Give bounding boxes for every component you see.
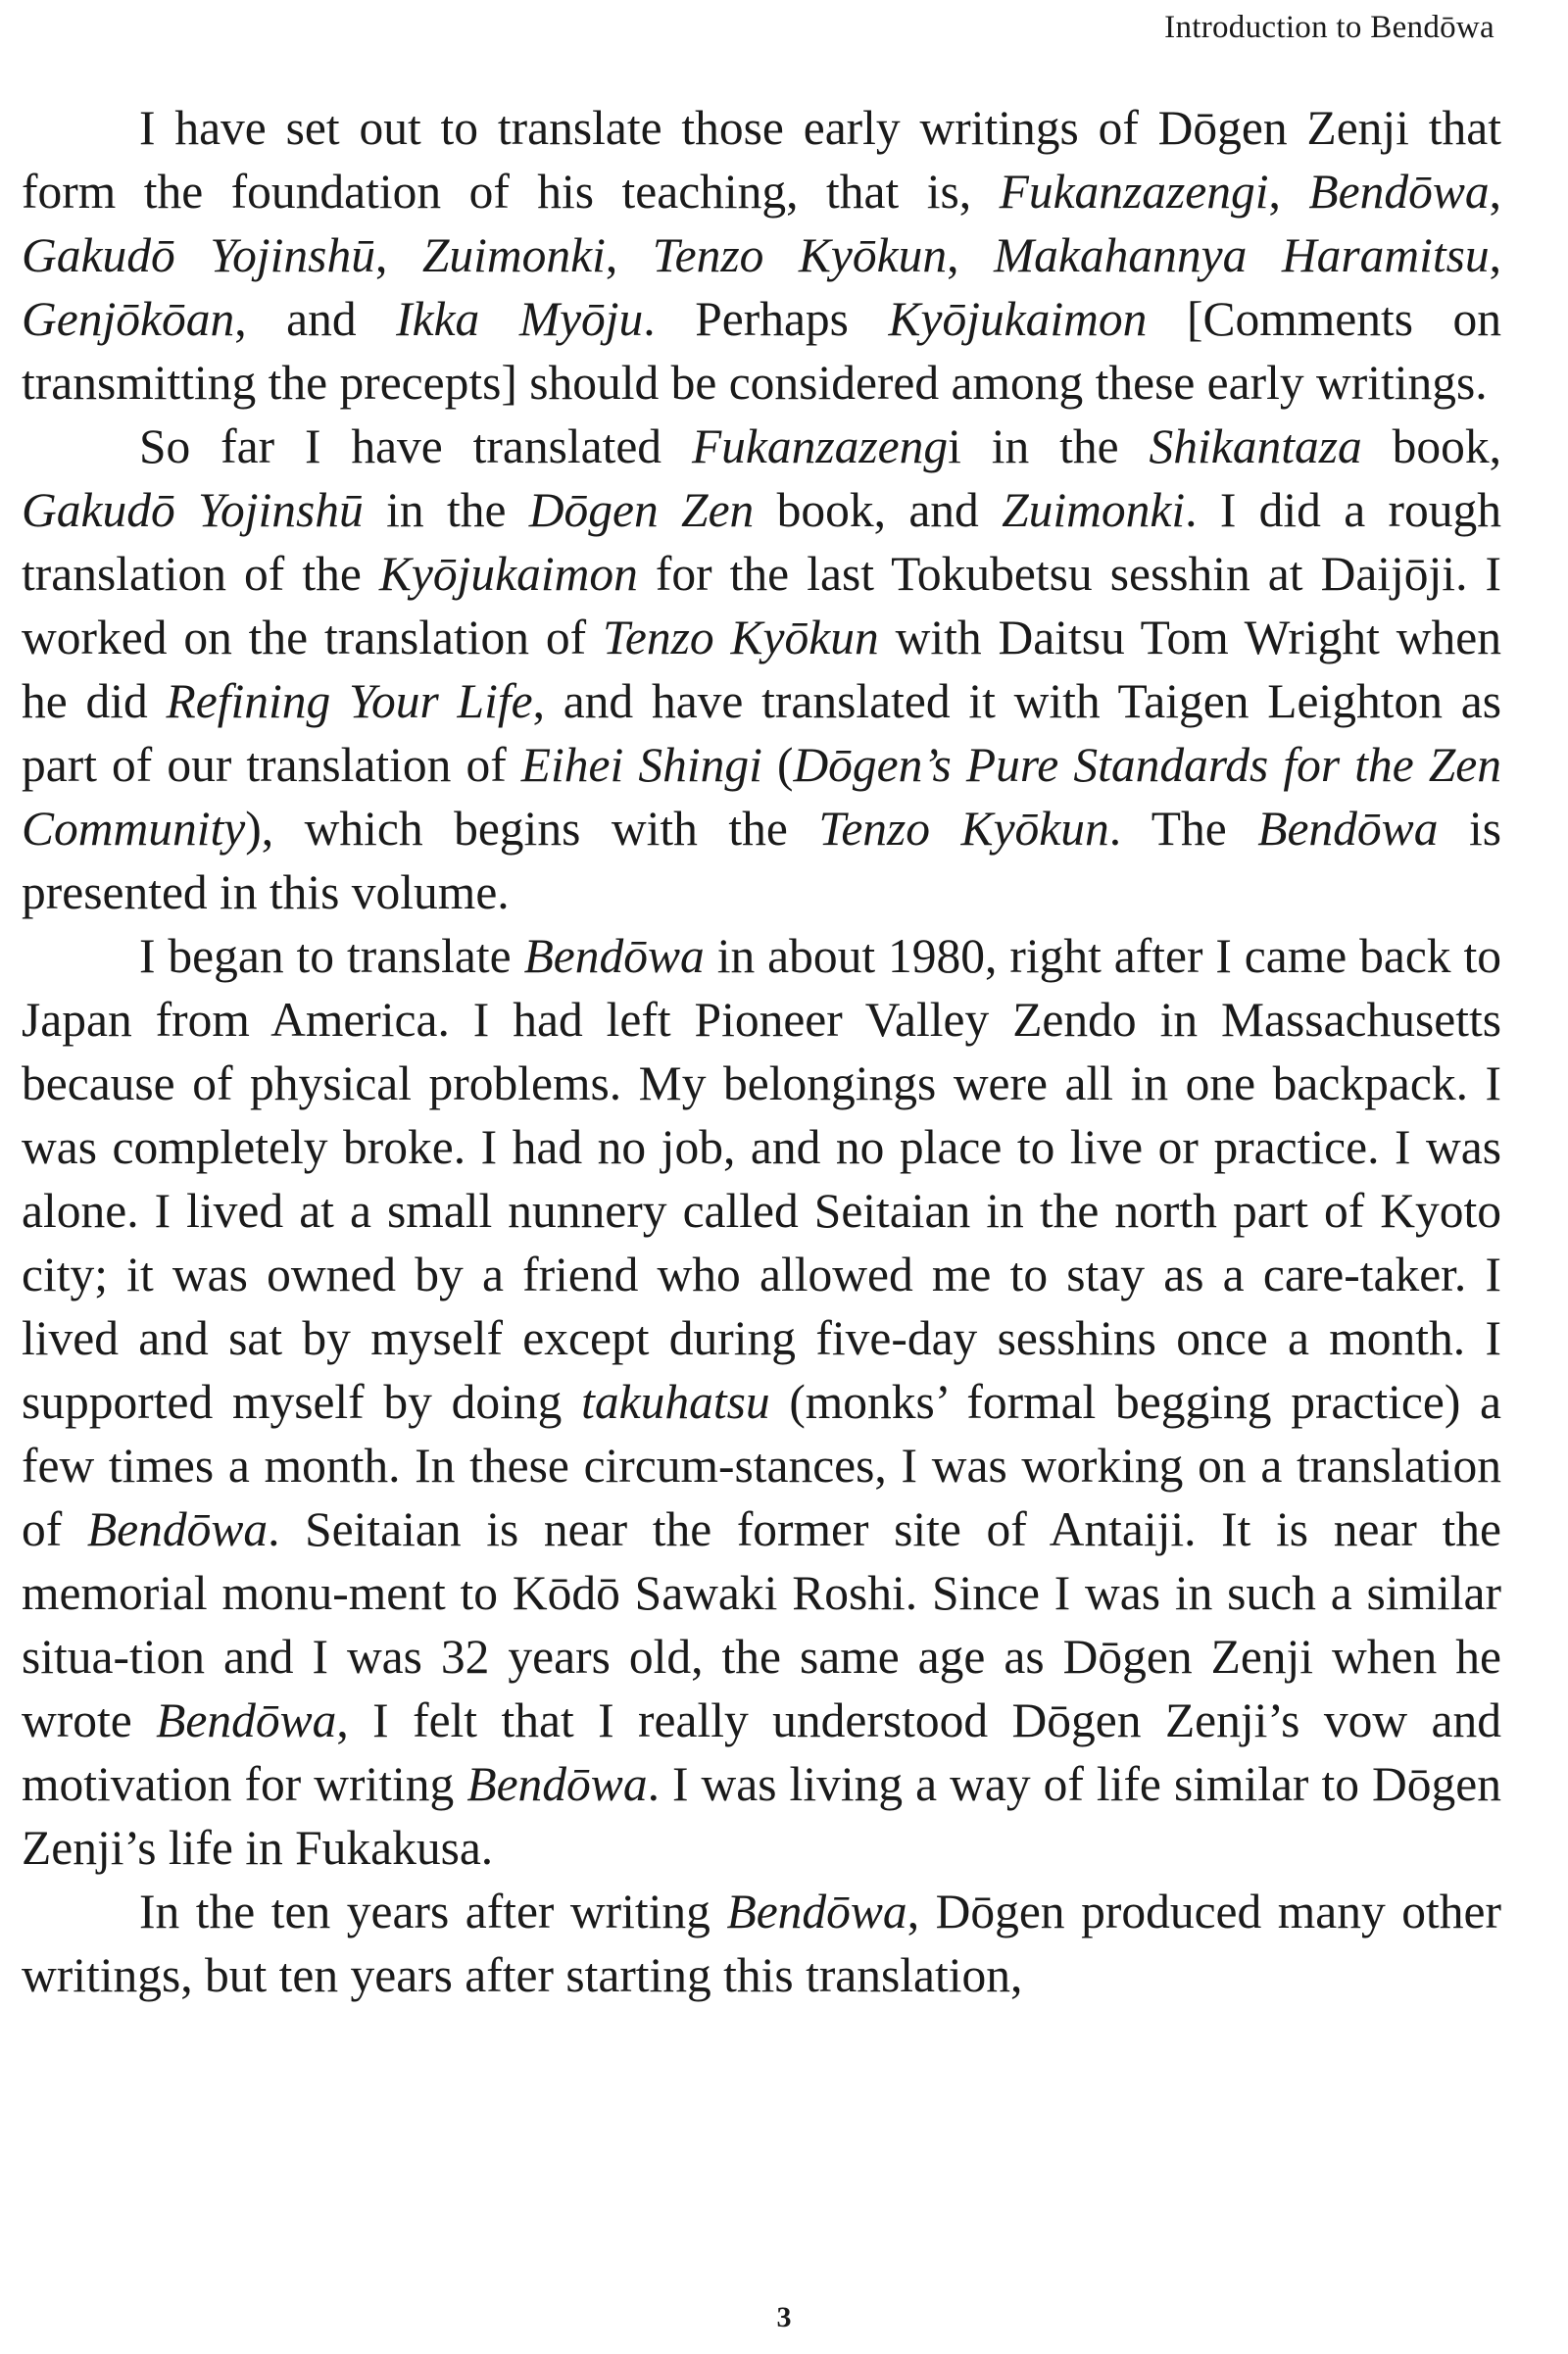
italic-title: Zuimonki [421,228,606,282]
text-run: . I did a rough translation of the [22,483,1501,601]
italic-title: Refining Your Life [166,674,533,728]
italic-title: Kyōjukaimon [888,292,1148,346]
italic-title: Tenzo Kyōkun [818,802,1109,856]
italic-title: Eihei Shingi [520,738,762,792]
page-number: 3 [776,2301,792,2333]
italic-title: Zuimonki [1002,483,1186,537]
text-run: is presented in this volume. [22,802,1501,919]
italic-title: Bendōwa [1257,802,1439,856]
paragraph-4 [22,1880,1501,2007]
text-run: , [605,228,653,282]
text-run: , Dōgen produced many other writings, but ten years after starting this translation, [22,1885,1501,2002]
text-run: ), which begins with the [245,802,819,856]
text-run: In the ten years after writing [139,1885,727,1938]
text-run: , [1268,165,1309,219]
text-run: (monks’ formal begging practice) a few times a month. In these circum-stances, I was working on a translation of [22,1375,1501,1556]
text-run: , [1489,228,1502,282]
paragraph-1 [22,96,1501,415]
body-text [22,96,1501,2007]
paragraph-3 [22,924,1501,1880]
text-run: . Seitaian is near the former site of Antaiji. It is near the memorial monu-ment to Kōdō Sawaki Roshi. Since I was in such a similar situa-tion and I was 32 years old, the same age as Dōgen Zenji when he wrote [22,1502,1502,1747]
italic-title: Makahannya Haramitsu [993,228,1490,282]
italic-title: Tenzo Kyōkun [652,228,948,282]
text-run: , [374,228,422,282]
text-run: , and have translated it with Taigen Leighton as part of our translation of [22,674,1501,792]
italic-title: Dōgen Zen [528,483,755,537]
italic-title: Shikantaza [1149,419,1362,473]
text-run: for the last Tokubetsu sesshin at Daijōji. I worked on the translation of [22,547,1501,664]
italic-title: Bendōwa [523,929,705,983]
text-run: ( [761,738,794,792]
italic-title: Fukanzazengi [999,165,1269,219]
text-run: book, and [754,483,1003,537]
text-run: with Daitsu Tom Wright when he did [22,611,1501,728]
text-run: I began to translate [139,929,524,983]
running-head: Introduction to Bendōwa [1164,10,1494,45]
italic-title: Bendōwa [156,1693,337,1747]
text-run: . Perhaps [643,292,889,346]
text-run: [Comments on transmitting the precepts] should be considered among these early writings. [22,292,1501,410]
text-run: , [947,228,994,282]
italic-title: Bendōwa [466,1757,648,1811]
italic-title: Bendōwa [1308,165,1490,219]
text-run: I have set out to translate those early writings of Dōgen Zenji that form the foundation of his teaching, that is, [22,101,1501,219]
text-run: So far I have translated [139,419,692,473]
italic-title: Bendōwa [726,1885,907,1938]
text-run: i in the [948,419,1150,473]
text-run: , and [234,292,397,346]
text-run: . I was living a way of life similar to Dōgen Zenji’s life in Fukakusa. [22,1757,1501,1875]
text-run: book, [1361,419,1502,473]
italic-title: Tenzo Kyōkun [602,611,879,664]
italic-title: Gakudō Yojinshū [22,228,375,282]
text-run: , I felt that I really understood Dōgen Zenji’s vow and motivation for writing [22,1693,1501,1811]
text-run: . The [1108,802,1258,856]
italic-title: Dōgen’s Pure Standards for the Zen Community [22,738,1502,856]
text-run: in about 1980, right after I came back to Japan from America. I had left Pioneer Valley Zendo in Massachusetts because of physical problems. My belongings were all in one backpack. I was completely broke. I had no job, and no place to live or practice. I was alone. I lived at a small nunnery called Seitaian in the north part of Kyoto city; it was owned by a friend who allowed me to stay as a care-taker. I lived and sat by myself except during five-day sesshins once a month. I supported myself by doing [22,929,1501,1429]
italic-title: Bendōwa [86,1502,269,1556]
italic-title: Kyōjukaimon [378,547,638,601]
italic-title: Ikka Myōju [396,292,644,346]
text-run: in the [363,483,529,537]
paragraph-2 [22,415,1501,924]
italic-title: Gakudō Yojinshū [22,483,364,537]
italic-title: Fukanzazeng [691,419,949,473]
text-run: , [1489,165,1502,219]
italic-title: Genjōkōan [22,292,235,346]
italic-title: takuhatsu [581,1375,770,1429]
